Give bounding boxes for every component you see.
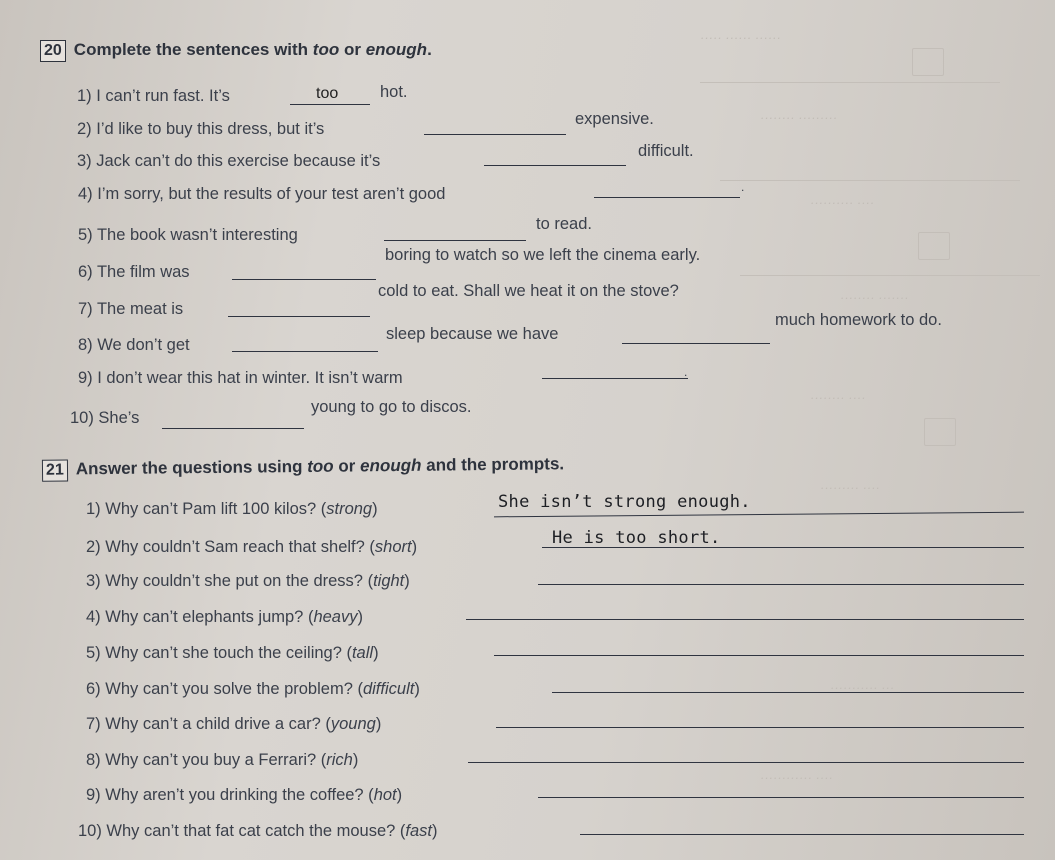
ex20-item-10-text-before: 10) She’s [70, 409, 140, 427]
ex21-item-1-blank[interactable] [494, 512, 1024, 518]
ex20-item-8-blank-2[interactable] [622, 343, 770, 344]
ex21-item-9 [86, 786, 402, 805]
ex20-item-10-text-after: young to go to discos. [311, 398, 472, 416]
ex20-item-9-text-after: . [684, 365, 688, 379]
ex21-item-3-blank[interactable] [538, 584, 1024, 585]
bleed-through-text: ········ ···· [810, 390, 866, 405]
ex20-item-8-blank-1[interactable] [232, 351, 378, 352]
ex20-item-6-text-before: 6) The film was [78, 263, 190, 281]
ex21-item-6 [86, 680, 420, 699]
ex21-item-3-prompt: tight [373, 572, 405, 590]
ex21-item-3-question: 3) Why couldn’t she put on the dress? ( [86, 572, 374, 590]
ex21-item-10-blank[interactable] [580, 834, 1024, 835]
ex20-item-1 [77, 87, 230, 106]
exercise-20-title-mid: or [339, 40, 366, 59]
ex20-item-4-text-after: . [741, 180, 745, 194]
ex20-item-6-text-after: boring to watch so we left the cinema early. [385, 246, 701, 264]
ex21-item-1-paren: ) [372, 500, 378, 518]
ex20-item-3-blank[interactable] [484, 165, 626, 166]
bleed-through-box [918, 232, 950, 260]
ex21-item-1-prompt: strong [326, 500, 373, 518]
ex20-item-8-text-before: 8) We don’t get [78, 336, 190, 354]
ex21-item-10-paren: ) [432, 822, 438, 840]
ex21-item-9-question: 9) Why aren’t you drinking the coffee? ( [86, 786, 374, 804]
ex20-item-4-blank[interactable] [594, 197, 740, 198]
ex20-item-5-blank[interactable] [384, 240, 526, 241]
bleed-through-box [912, 48, 944, 76]
ex21-item-5 [86, 644, 379, 663]
ex21-item-4-prompt: heavy [313, 608, 358, 626]
exercise-21-heading [42, 454, 564, 481]
ex21-item-4-blank[interactable] [466, 619, 1024, 620]
ex21-item-4 [86, 608, 363, 627]
ex21-item-7 [86, 715, 381, 734]
ex21-item-7-question: 7) Why can’t a child drive a car? ( [86, 715, 331, 733]
ex21-item-8 [86, 751, 358, 770]
ex21-item-5-blank[interactable] [494, 655, 1024, 656]
ex21-item-1-question: 1) Why can’t Pam lift 100 kilos? ( [86, 500, 327, 518]
bleed-through-text: ····· ······ ······ [700, 30, 781, 45]
exercise-21-title-end: and the prompts. [421, 454, 565, 475]
ex20-item-7-blank[interactable] [228, 316, 370, 317]
ex20-item-1-text-before: 1) I can’t run fast. It’s [77, 87, 230, 105]
ex21-item-1-answer: She isn’t strong enough. [498, 492, 751, 512]
exercise-20-heading [40, 40, 432, 62]
exercise-21-title-word2: enough [359, 455, 422, 476]
bleed-through-line [700, 82, 1000, 83]
ex20-item-3-text-after: difficult. [638, 142, 694, 160]
ex21-item-8-paren: ) [352, 751, 359, 769]
ex20-item-8-text-after: much homework to do. [775, 311, 942, 329]
exercise-20-number: 20 [40, 40, 66, 62]
bleed-through-text: ··········· ··· [830, 680, 895, 695]
ex20-item-7-text-after: cold to eat. Shall we heat it on the stove? [378, 282, 679, 300]
ex21-item-4-paren: ) [357, 608, 363, 626]
bleed-through-line [740, 275, 1040, 276]
ex21-item-10 [78, 822, 438, 841]
ex20-item-8-text-middle: sleep because we have [386, 325, 559, 343]
exercise-21-number: 21 [42, 459, 68, 481]
bleed-through-text: ········ ········· [760, 110, 838, 125]
bleed-through-text: ············ ···· [760, 770, 833, 785]
ex20-item-4-text-before: 4) I’m sorry, but the results of your test aren’t good [78, 185, 446, 203]
exercise-20-title-end: . [427, 40, 432, 59]
ex21-item-2-question: 2) Why couldn’t Sam reach that shelf? ( [86, 538, 375, 556]
ex21-item-10-question: 10) Why can’t that fat cat catch the mouse? ( [78, 822, 406, 840]
bleed-through-text: ········ ······· [840, 290, 909, 305]
ex21-item-7-paren: ) [375, 715, 382, 733]
ex21-item-8-question: 8) Why can’t you buy a Ferrari? ( [86, 751, 327, 769]
ex20-item-6-blank[interactable] [232, 279, 376, 280]
ex21-item-4-question: 4) Why can’t elephants jump? ( [86, 608, 314, 626]
ex21-item-6-paren: ) [414, 680, 420, 698]
ex21-item-9-blank[interactable] [538, 797, 1024, 798]
exercise-21-title-mid: or [333, 456, 361, 476]
bleed-through-text: ·········· ···· [810, 195, 875, 210]
ex21-item-8-blank[interactable] [468, 762, 1024, 763]
ex21-item-2-blank[interactable] [542, 547, 1024, 548]
bleed-through-line [720, 180, 1020, 181]
ex21-item-5-prompt: tall [351, 644, 374, 662]
exercise-20-title-word1: too [312, 40, 340, 59]
ex21-item-5-paren: ) [373, 644, 379, 662]
bleed-through-box [924, 418, 956, 446]
ex21-item-1 [86, 500, 378, 519]
ex21-item-5-question: 5) Why can’t she touch the ceiling? ( [86, 644, 352, 662]
ex21-item-9-paren: ) [396, 786, 403, 804]
ex21-item-6-question: 6) Why can’t you solve the problem? ( [86, 680, 363, 698]
exercise-20-title-start: Complete the sentences with [73, 40, 313, 59]
ex20-item-5-text-after: to read. [536, 215, 592, 233]
ex21-item-2 [86, 538, 417, 557]
ex20-item-3-text-before: 3) Jack can’t do this exercise because it’s [77, 152, 381, 170]
ex20-item-1-blank[interactable] [290, 104, 370, 105]
bleed-through-text: ········· ···· [820, 480, 880, 495]
exercise-21-title-start: Answer the questions using [75, 456, 308, 479]
ex21-item-7-prompt: young [330, 715, 376, 733]
ex20-item-9-blank[interactable] [542, 378, 688, 379]
ex21-item-3-paren: ) [404, 572, 410, 590]
ex21-item-7-blank[interactable] [496, 727, 1024, 728]
ex20-item-10-blank[interactable] [162, 428, 304, 429]
ex20-item-2-text-after: expensive. [575, 110, 654, 128]
ex21-item-3 [86, 572, 410, 591]
ex21-item-2-paren: ) [411, 538, 418, 556]
ex20-item-2-blank[interactable] [424, 134, 566, 135]
ex21-item-2-prompt: short [374, 538, 412, 556]
ex21-item-8-prompt: rich [326, 751, 353, 769]
ex20-item-1-answer: too [316, 85, 339, 102]
ex20-item-5-text-before: 5) The book wasn’t interesting [78, 226, 298, 244]
ex21-item-6-prompt: difficult [362, 680, 415, 698]
ex21-item-10-prompt: fast [405, 822, 433, 840]
ex20-item-9-text-before: 9) I don’t wear this hat in winter. It isn’t warm [78, 369, 403, 387]
ex21-item-6-blank[interactable] [552, 692, 1024, 693]
ex20-item-2-text-before: 2) I’d like to buy this dress, but it’s [77, 120, 325, 138]
ex21-item-9-prompt: hot [373, 786, 397, 804]
ex20-item-7-text-before: 7) The meat is [78, 300, 184, 318]
exercise-20-title-word2: enough [365, 40, 428, 59]
ex21-item-2-answer: He is too short. [552, 528, 721, 548]
exercise-21-title-word1: too [307, 456, 334, 476]
ex20-item-1-text-after: hot. [380, 83, 408, 101]
